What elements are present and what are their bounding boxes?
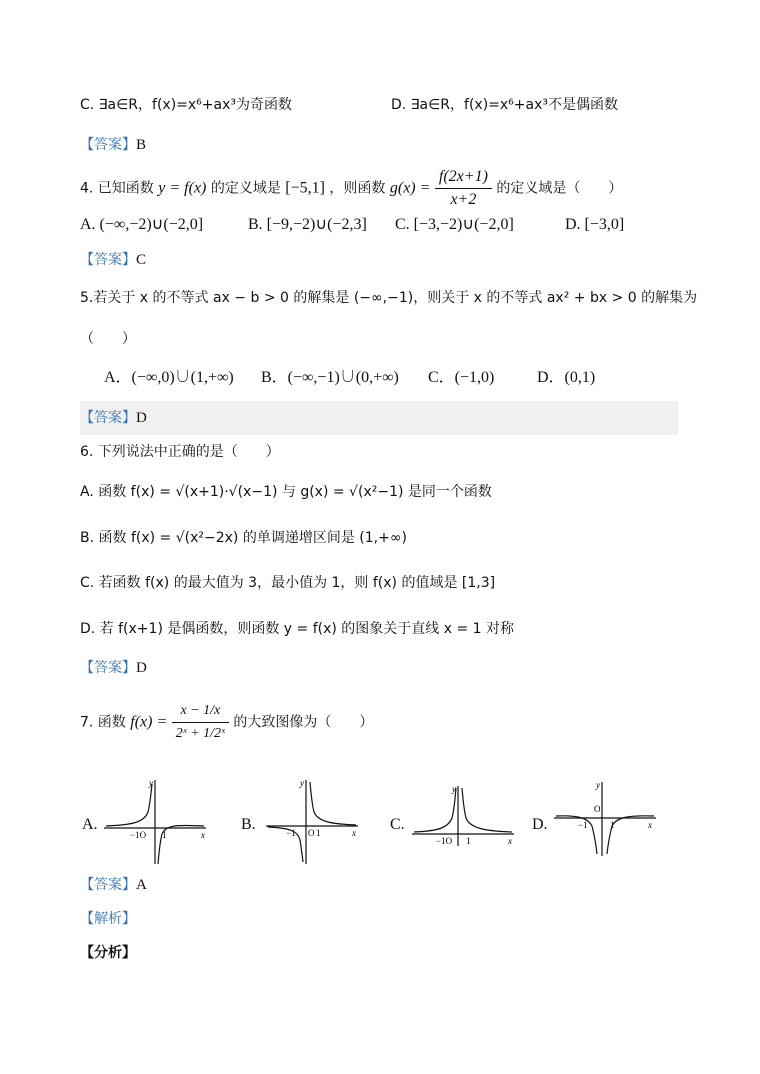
q5-option-a: A．(−∞,0)∪(1,+∞)	[104, 369, 234, 386]
graph-b-y-label: y	[300, 778, 304, 788]
graph-c-x-label: x	[508, 836, 512, 846]
graph-a-x-label: x	[201, 830, 205, 840]
answer-highlight	[80, 401, 678, 435]
graph-c-neg1o-label: −1O	[436, 836, 453, 846]
graph-a-one-label: 1	[162, 830, 167, 840]
graph-d-x-label: x	[648, 820, 652, 830]
q3-option-c: C. ∃a∈R，f(x)=x⁶+ax³为奇函数	[80, 97, 292, 113]
q7-option-c-label: C.	[390, 816, 405, 833]
graph-a-neg1o-label: −1O	[130, 830, 147, 840]
graph-d-y-label: y	[596, 780, 600, 790]
graph-d-neg1-label: −1	[578, 820, 588, 830]
q5-option-c: C．(−1,0)	[428, 369, 495, 386]
q6-option-c: C. 若函数 f(x) 的最大值为 3，最小值为 1，则 f(x) 的值域是 [1,3]	[80, 575, 496, 591]
graph-c	[408, 784, 518, 854]
graph-a	[100, 776, 210, 866]
q5-paren: （ ）	[80, 331, 136, 347]
q7-analysis-heading: 【解析】	[80, 911, 136, 927]
q6-answer: 【答案】D	[80, 660, 147, 676]
q6-option-a: A. 函数 f(x) = √(x+1)·√(x−1) 与 g(x) = √(x²−1) 是同一个函数	[80, 484, 492, 500]
q7-fraction: $\frac{x - 1/x}{\text{2ˣ + 1/2ˣ}}$	[172, 700, 229, 745]
q7-option-d-label: D.	[532, 816, 548, 833]
graph-b-one-label: 1	[316, 828, 321, 838]
q4-option-a: A. (−∞,−2)∪(−2,0]	[80, 216, 204, 233]
graph-c-one-label: 1	[466, 836, 471, 846]
q3-option-d: D. ∃a∈R，f(x)=x⁶+ax³不是偶函数	[391, 97, 619, 113]
q4-fraction: $\frac{f(2x+1)}{x+2}$	[435, 166, 492, 211]
graph-b-x-label: x	[352, 828, 356, 838]
q3-answer: 【答案】B	[80, 137, 147, 153]
q7-answer: 【答案】A	[80, 877, 147, 893]
graph-d-one-label: 1	[610, 820, 615, 830]
graph-b-o-label: O	[308, 828, 315, 838]
q7-option-b-label: B.	[241, 816, 256, 833]
graph-d	[550, 778, 660, 858]
graph-c-y-label: y	[452, 784, 456, 794]
q6-option-d: D. 若 f(x+1) 是偶函数，则函数 y = f(x) 的图象关于直线 x = 1 对称	[80, 621, 515, 637]
graph-d-o-label: O	[594, 804, 601, 814]
graph-b	[262, 776, 362, 866]
q6-stem: 6. 下列说法中正确的是（ ）	[80, 444, 280, 460]
q7-fenxi-heading: 【分析】	[80, 945, 136, 961]
q4-option-b: B. [−9,−2)∪(−2,3]	[248, 216, 367, 233]
q4-answer: 【答案】C	[80, 252, 147, 268]
q4-stem: 4. 已知函数 y = f(x) 的定义域是 [−5,1] ，则函数 g(x) = $\frac{f(2x+1)}{x+2}$ 的定义域是（ ）	[80, 166, 622, 210]
q5-option-b: B．(−∞,−1)∪(0,+∞)	[261, 369, 399, 386]
q4-option-d: D. [−3,0]	[565, 216, 625, 233]
q5-option-d: D．(0,1)	[537, 369, 596, 386]
q6-option-b: B. 函数 f(x) = √(x²−2x) 的单调递增区间是 (1,+∞)	[80, 530, 407, 546]
q7-stem: 7. 函数 f(x) = $\frac{x - 1/x}{\text{2ˣ + 1/2ˣ}}$ 的大致图像为（ ）	[80, 700, 373, 764]
q5-answer: 【答案】D	[80, 410, 147, 426]
q4-option-c: C. [−3,−2)∪(−2,0]	[395, 216, 514, 233]
q7-option-a-label: A.	[82, 816, 98, 833]
graph-a-y-label: y	[149, 778, 153, 788]
q5-stem: 5.若关于 x 的不等式 ax − b > 0 的解集是 (−∞,−1)，则关于 x 的不等式 ax² + bx > 0 的解集为	[80, 290, 698, 306]
graph-b-neg1-label: −1	[286, 828, 296, 838]
